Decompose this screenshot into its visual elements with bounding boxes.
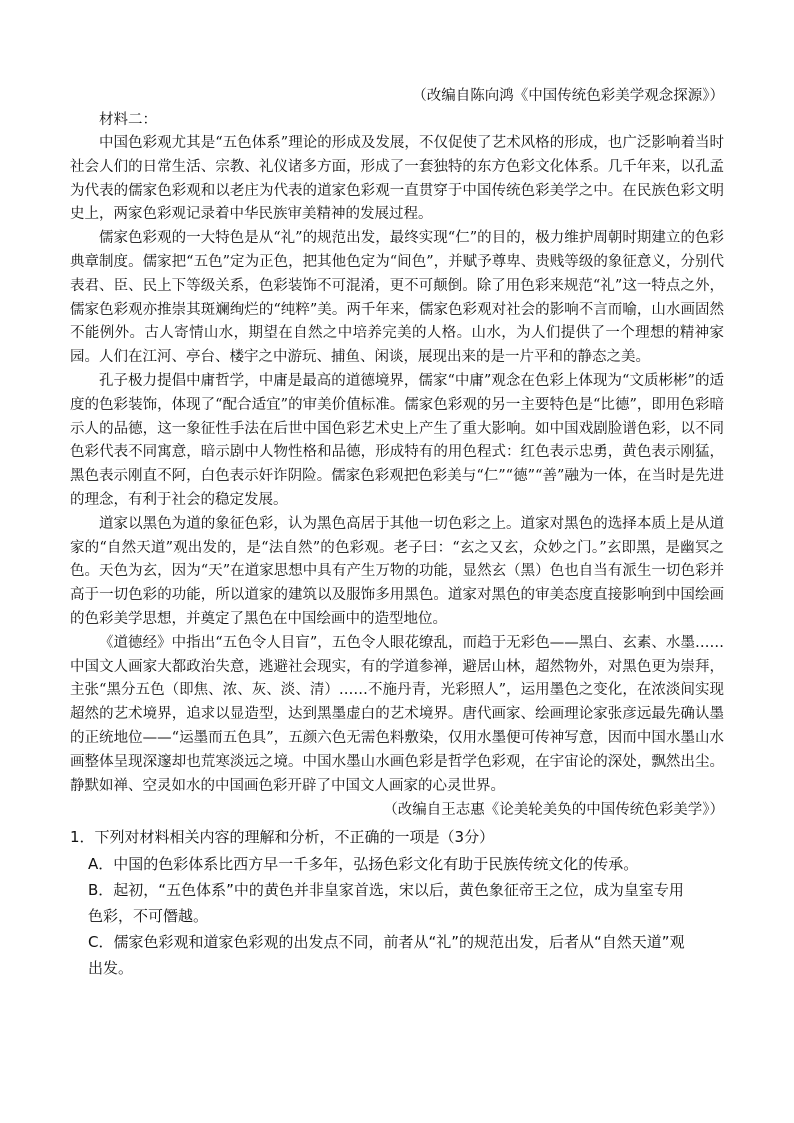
option-b[interactable] — [70, 877, 724, 929]
option-text-continued: 色彩，不可僭越。 — [88, 907, 209, 926]
paragraph-2: 儒家色彩观的一大特色是从“礼”的规范出发，最终实现“仁”的目的，极力维护周朝时期建立的色彩典章制度。儒家把“五色”定为正色，把其他色定为“间色”，并赋予尊卑、贵贱等级的象征意义，分别代表君、臣、民上下等级关系，色彩装饰不可混淆，更不可颠倒。除了用色彩来规范“礼”这一特点之外，儒家色彩观亦推崇其斑斓绚烂的“纯粹”美。两千年来，儒家色彩观对社会的影响不言而喻，山水画固然不能例外。古人寄情山水，期望在自然之中培养完美的人格。山水，为人们提供了一个理想的精神家园。人们在江河、亭台、楼宇之中游玩、捕鱼、闲谈，展现出来的是一片平和的静态之美。 — [70, 230, 724, 366]
option-a[interactable] — [70, 851, 724, 877]
option-text-continued: 出发。 — [88, 959, 134, 978]
source-citation-2: （改编自王志惠《论美轮美奂的中国传统色彩美学》） — [383, 802, 724, 819]
option-key: B． — [88, 881, 114, 900]
option-text: 儒家色彩观和道家色彩观的出发点不同，前者从“礼”的规范出发，后者从“自然天道”观 — [113, 933, 685, 952]
paragraph-4: 道家以黑色为道的象征色彩，认为黑色高居于其他一切色彩之上。道家对黑色的选择本质上是从道家的“自然天道”观出发的，是“法自然”的色彩观。老子曰：“玄之又玄，众妙之门。”玄即黑，是幽冥之色。天色为玄，因为“天”在道家思想中具有产生万物的功能，显然玄（黑）色也自当有派生一切色彩并高于一切色彩的功能，所以道家的建筑以及服饰多用黑色。道家对黑色的审美态度直接影响到中国绘画的色彩美学思想，并奠定了黑色在中国绘画中的造型地位。 — [70, 515, 724, 627]
option-c[interactable] — [70, 929, 724, 981]
option-text: 起初，“五色体系”中的黄色并非皇家首选，宋以后，黄色象征帝王之位，成为皇室专用 — [113, 881, 684, 900]
material-label: 材料二： — [99, 112, 157, 128]
question-text: 下列对材料相关内容的理解和分析，不正确的一项是（3分） — [94, 828, 495, 847]
paragraph-1: 中国色彩观尤其是“五色体系”理论的形成及发展，不仅促使了艺术风格的形成，也广泛影响着当时社会人们的日常生活、宗教、礼仪诸多方面，形成了一套独特的东方色彩文化体系。几千年来，以孔孟为代表的儒家色彩观和以老庄为代表的道家色彩观一直贯穿于中国传统色彩美学之中。在民族色彩文明史上，两家色彩观记录着中华民族审美精神的发展过程。 — [70, 135, 724, 223]
question-stem — [70, 824, 724, 851]
paragraph-5: 《道德经》中指出“五色令人目盲”，五色令人眼花缭乱，而趋于无彩色——黑白、玄素、水墨……中国文人画家大都政治失意，逃避社会现实，有的学道参禅，避居山林，超然物外，对黑色更为崇拜，主张“黑分五色（即焦、浓、灰、淡、清）……不施丹青，光彩照人”，运用墨色之变化，在浓淡间实现超然的艺术境界，追求以显造型，达到黑墨虚白的艺术境界。唐代画家、绘画理论家张彦远最先确认墨的正统地位——“运墨而五色具”，五颜六色无需色料敷染，仅用水墨便可传神写意，因而中国水墨山水画整体呈现深邃却也荒寒淡远之境。中国水墨山水画色彩是哲学色彩观，在宇宙论的深处，飘然出尘。静默如禅、空灵如水的中国画色彩开辟了中国文人画家的心灵世界。 — [70, 634, 724, 794]
option-key: C． — [88, 933, 114, 952]
source-citation-1: （改编自陈向鸿《中国传统色彩美学观念探源》） — [412, 88, 724, 104]
option-text: 中国的色彩体系比西方早一千多年，弘扬色彩文化有助于民族传统文化的传承。 — [113, 855, 639, 874]
paragraph-3: 孔子极力提倡中庸哲学，中庸是最高的道德境界，儒家“中庸”观念在色彩上体现为“文质彬彬”的适度的色彩装饰，体现了“配合适宜”的审美价值标准。儒家色彩观的另一主要特色是“比德”，即用色彩暗示人的品德，这一象征性手法在后世中国色彩艺术史上产生了重大影响。如中国戏剧脸谱色彩，以不同色彩代表不同寓意，暗示剧中人物性格和品德，形成特有的用色程式：红色表示忠勇，黄色表示刚猛，黑色表示刚直不阿，白色表示奸诈阴险。儒家色彩观把色彩美与“仁”“德”“善”融为一体，在当时是先进的理念，有利于社会的稳定发展。 — [70, 372, 724, 508]
question-number: 1． — [70, 828, 95, 847]
option-key: A． — [88, 855, 114, 874]
document-page — [70, 84, 724, 981]
